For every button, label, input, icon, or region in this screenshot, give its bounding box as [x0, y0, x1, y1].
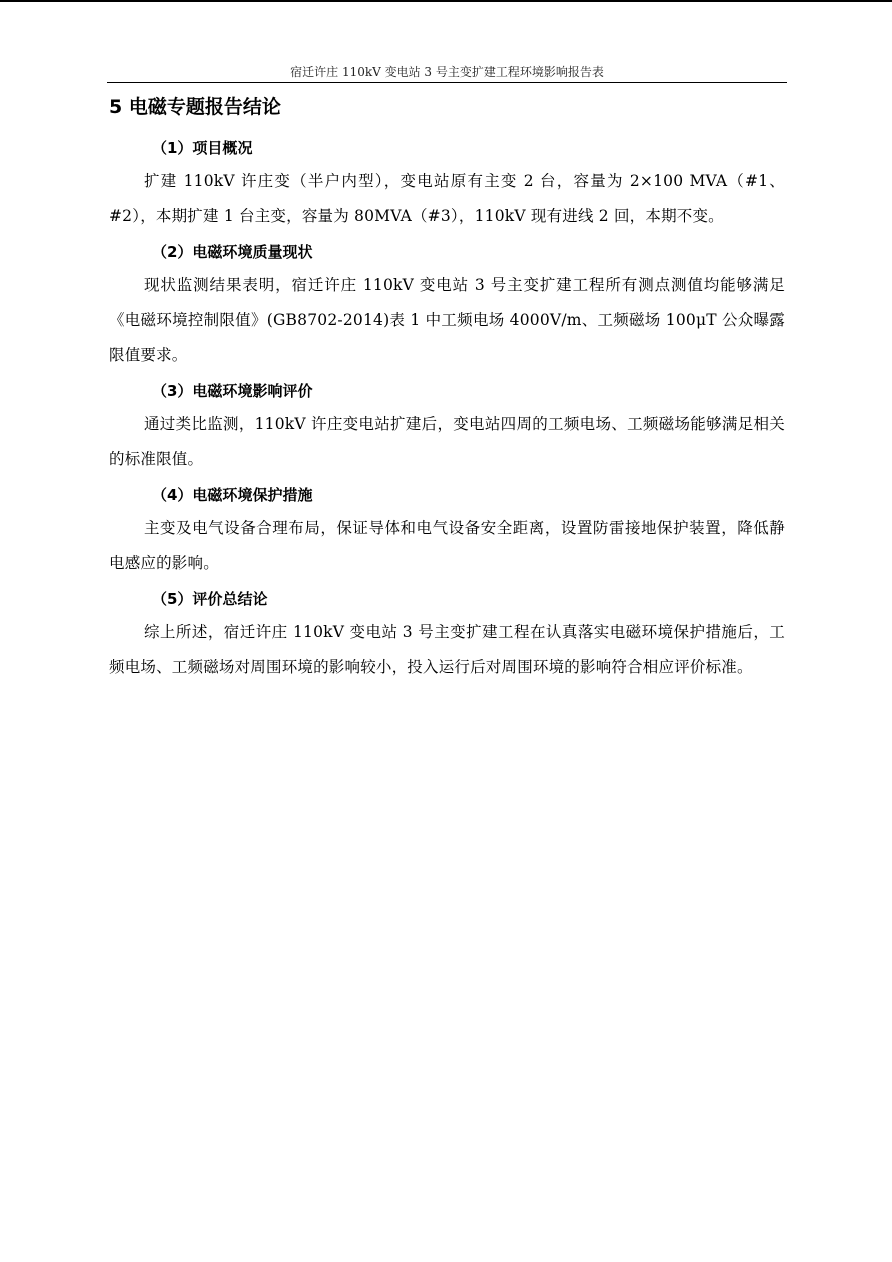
running-header: 宿迁许庄 110kV 变电站 3 号主变扩建工程环境影响报告表 [290, 65, 604, 79]
document-body [109, 92, 785, 685]
subsection-heading-impact-assessment: （3）电磁环境影响评价 [152, 382, 313, 400]
subsection-heading-conclusion: （5）评价总结论 [152, 590, 268, 608]
subsection-heading-current-status: （2）电磁环境质量现状 [152, 243, 313, 261]
header-rule [107, 82, 787, 83]
paragraph-current-status: 现状监测结果表明，宿迁许庄 110kV 变电站 3 号主变扩建工程所有测点测值均能够满足《电磁环境控制限值》(GB8702-2014)表 1 中工频电场 4000V/m、工频磁场 100μT 公众曝露限值要求。 [109, 276, 785, 364]
paragraph-impact-assessment: 通过类比监测，110kV 许庄变电站扩建后，变电站四周的工频电场、工频磁场能够满足相关的标准限值。 [109, 415, 785, 468]
paragraph-overview: 扩建 110kV 许庄变（半户内型），变电站原有主变 2 台，容量为 2×100 MVA（#1、#2），本期扩建 1 台主变，容量为 80MVA（#3），110kV 现有进线 2 回，本期不变。 [109, 172, 785, 225]
subsection-heading-overview: （1）项目概况 [152, 139, 253, 157]
subsection-heading-protection-measures: （4）电磁环境保护措施 [152, 486, 313, 504]
page-top-border [0, 0, 892, 2]
section-title: 5 电磁专题报告结论 [109, 96, 281, 118]
paragraph-conclusion: 综上所述，宿迁许庄 110kV 变电站 3 号主变扩建工程在认真落实电磁环境保护措施后，工频电场、工频磁场对周围环境的影响较小，投入运行后对周围环境的影响符合相应评价标准。 [109, 623, 785, 676]
paragraph-protection-measures: 主变及电气设备合理布局，保证导体和电气设备安全距离，设置防雷接地保护装置，降低静电感应的影响。 [109, 519, 785, 572]
